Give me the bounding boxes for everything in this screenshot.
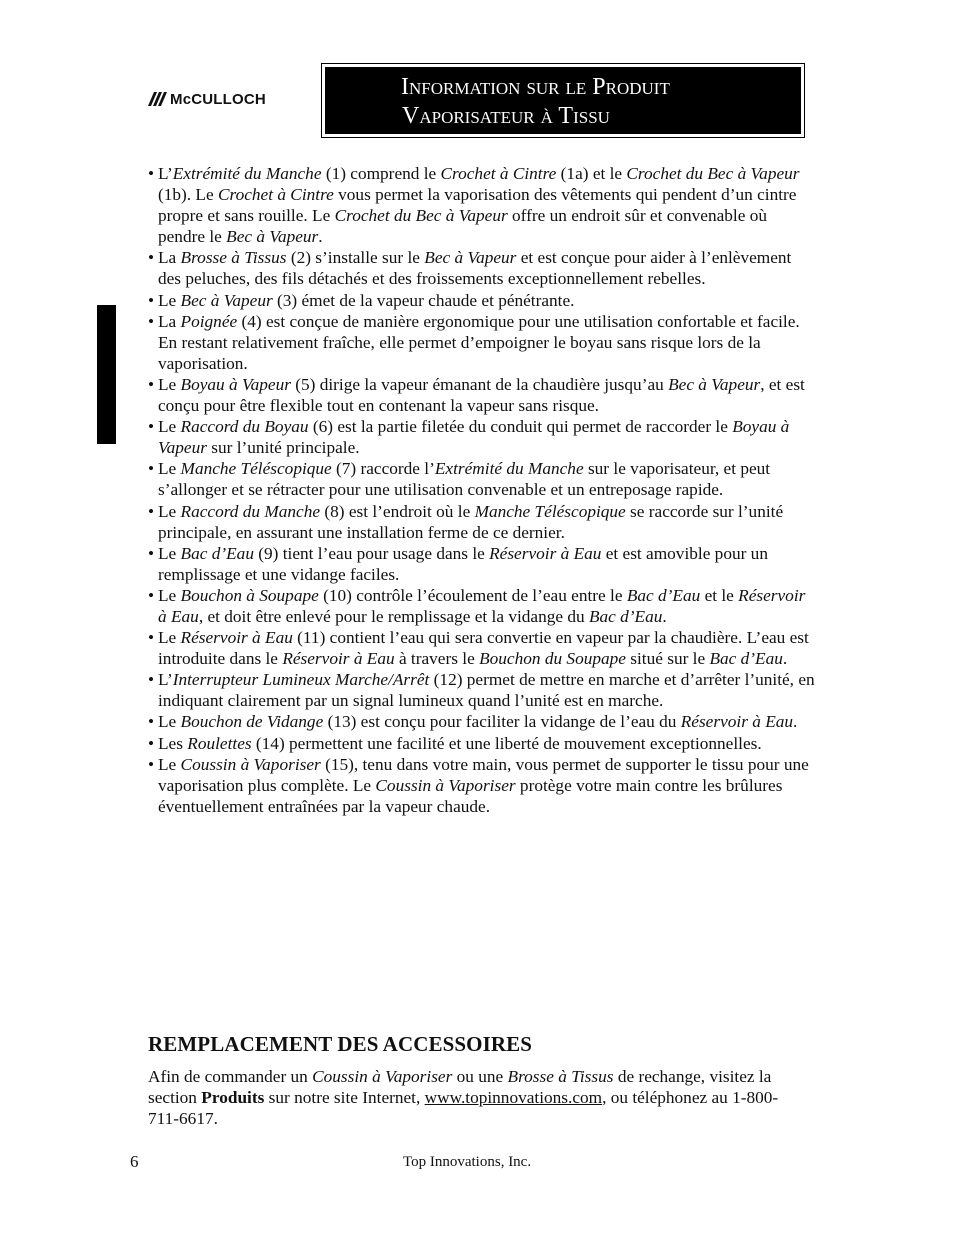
term-italic: Extrémité du Manche: [434, 459, 584, 479]
term-italic: Crochet à Cintre: [217, 185, 334, 205]
term-italic: Réservoir à Eau: [282, 649, 395, 669]
list-item: [148, 374, 818, 416]
term-italic: Crochet à Cintre: [440, 164, 557, 183]
text-segment: La: [158, 248, 181, 268]
term-italic: Bec à Vapeur: [668, 374, 761, 394]
list-item: [148, 163, 818, 247]
list-item: [148, 290, 818, 311]
header-title: [325, 67, 801, 134]
term-italic: Bouchon de Vidange: [180, 712, 324, 732]
term-italic: Bac d’Eau: [180, 543, 254, 563]
component-descriptions: [148, 163, 818, 817]
bullet-dot: •: [148, 164, 155, 183]
text-segment: Le: [158, 628, 181, 648]
text-segment: (14) permettent une facilité et une liberté de mouvement exceptionnelles.: [251, 733, 762, 753]
list-item: [148, 627, 818, 669]
replacement-paragraph: [148, 1066, 808, 1129]
term-italic: Bec à Vapeur: [424, 248, 517, 268]
term-italic: Coussin à Vaporiser: [375, 775, 516, 795]
section-side-tab: [97, 305, 116, 444]
list-item: [148, 669, 818, 711]
text-segment: et le: [700, 585, 739, 605]
text-segment: (2) s’installe sur le: [286, 248, 425, 268]
list-item: [148, 247, 818, 289]
term-italic: Crochet du Bec à Vapeur: [334, 206, 508, 226]
text-segment: Les: [158, 733, 188, 753]
term-italic: Interrupteur Lumineux Marche/Arrêt: [172, 670, 430, 690]
text-segment: (1a) et le: [556, 164, 627, 183]
list-item: [148, 543, 818, 585]
text-segment: vous permet la vaporisation des vêtements qui pendent d’un cintre propre et sans rouille. Le: [158, 185, 797, 226]
para-suffix: , ou téléphonez au 1-800-711-6617.: [148, 1088, 779, 1129]
text-segment: et est conçue pour aider à l’enlèvement des peluches, des fils détachés et des froissements exceptionnellement rebelles.: [158, 248, 792, 289]
text-segment: protège votre main contre les brûlures éventuellement entraînées par la vapeur chaude.: [158, 775, 783, 816]
bullet-dot: •: [148, 248, 155, 268]
list-item: [148, 585, 818, 627]
para-bold-produits: Produits: [201, 1088, 265, 1108]
term-italic: Réservoir à Eau: [158, 585, 806, 626]
term-italic: Bac d’Eau: [626, 585, 701, 605]
bullet-dot: •: [148, 459, 155, 479]
bullet-dot: •: [148, 290, 155, 310]
text-segment: Le: [158, 712, 181, 732]
bullet-dot: •: [148, 628, 155, 648]
text-segment: sur l’unité principale.: [206, 438, 360, 458]
term-italic: Manche Téléscopique: [180, 459, 332, 479]
text-segment: L’: [158, 670, 173, 690]
para-item-1: Coussin à Vaporiser: [312, 1067, 453, 1086]
text-segment: (6) est la partie filetée du conduit qui permet de raccorder le: [308, 417, 733, 437]
mcculloch-logo-icon: [148, 92, 168, 106]
text-segment: (10) contrôle l’écoulement de l’eau entre le: [318, 585, 627, 605]
logo-text: McCULLOCH: [170, 90, 266, 108]
list-item: [148, 311, 818, 374]
header-title-line-2: Vaporisateur à Tissu: [402, 103, 610, 129]
term-italic: Bac d’Eau: [709, 649, 783, 669]
text-segment: (1) comprend le: [321, 164, 441, 183]
term-italic: Raccord du Manche: [180, 501, 321, 521]
text-segment: .: [782, 649, 788, 669]
text-segment: Le: [158, 585, 181, 605]
term-italic: Réservoir à Eau: [680, 712, 794, 732]
text-segment: Le: [158, 501, 181, 521]
term-italic: Bec à Vapeur: [226, 227, 319, 247]
para-or: ou une: [452, 1067, 508, 1086]
para-prefix: Afin de commander un: [148, 1067, 313, 1086]
term-italic: Crochet du Bec à Vapeur: [626, 164, 800, 183]
para-mid: de rechange, visitez la section: [148, 1067, 772, 1108]
text-segment: (12) permet de mettre en marche et d’arrêter l’unité, en indiquant clairement par un signal lumineux quand l’unité est en marche.: [158, 670, 815, 711]
page-number: 6: [130, 1152, 139, 1171]
term-italic: Manche Téléscopique: [474, 501, 626, 521]
text-segment: à travers le: [394, 649, 480, 669]
text-segment: .: [318, 227, 323, 247]
term-italic: Coussin à Vaporiser: [180, 754, 321, 774]
term-italic: Boyau à Vapeur: [180, 374, 291, 394]
bullet-dot: •: [148, 417, 155, 437]
list-item: [148, 458, 818, 500]
header-title-line-1: Information sur le Produit: [401, 74, 670, 100]
text-segment: Le: [158, 543, 181, 563]
text-segment: et est amovible pour un remplissage et une vidange faciles.: [158, 543, 768, 584]
text-segment: offre un endroit sûr et convenable où pendre le: [158, 206, 767, 247]
term-italic: Raccord du Boyau: [180, 417, 309, 437]
bullet-dot: •: [148, 754, 155, 774]
component-bullet-list: [148, 163, 818, 817]
bullet-dot: •: [148, 712, 155, 732]
footer-company: Top Innovations, Inc.: [403, 1154, 532, 1170]
bullet-dot: •: [148, 501, 155, 521]
text-segment: se raccorde sur l’unité principale, en assurant une installation ferme de ce dernier.: [158, 501, 784, 542]
brand-logo: [148, 90, 266, 108]
text-segment: (5) dirige la vapeur émanant de la chaudière jusqu’au: [290, 374, 669, 394]
list-item: [148, 711, 818, 732]
term-italic: Bec à Vapeur: [180, 290, 273, 310]
list-item: [148, 501, 818, 543]
text-segment: (9) tient l’eau pour usage dans le: [253, 543, 490, 563]
list-item: [148, 754, 818, 817]
term-italic: Poignée: [180, 311, 238, 331]
bullet-dot: •: [148, 543, 155, 563]
text-segment: (8) est l’endroit où le: [320, 501, 475, 521]
para-item-2: Brosse à Tissus: [507, 1067, 614, 1086]
bullet-dot: •: [148, 733, 155, 753]
list-item: [148, 416, 818, 458]
text-segment: L’: [158, 164, 173, 183]
text-segment: , et doit être enlevé pour le remplissage et la vidange du: [198, 606, 589, 626]
term-italic: Réservoir à Eau: [489, 543, 602, 563]
bullet-dot: •: [148, 374, 155, 394]
text-segment: Le: [158, 290, 181, 310]
term-italic: Bouchon du Soupape: [479, 649, 626, 669]
text-segment: sur le vaporisateur, et peut s’allonger et se rétracter pour une utilisation convenable et un entreposage rapide.: [158, 459, 771, 500]
text-segment: La: [158, 311, 181, 331]
term-italic: Extrémité du Manche: [172, 164, 322, 183]
text-segment: (15), tenu dans votre main, vous permet de supporter le tissu pour une vaporisation plus complète. Le: [158, 754, 809, 795]
text-segment: (11) contient l’eau qui sera convertie en vapeur par la chaudière. L’eau est introduite dans le: [158, 628, 809, 669]
term-italic: Boyau à Vapeur: [158, 417, 790, 458]
text-segment: (4) est conçue de manière ergonomique pour une utilisation confortable et facile. En restant relativement fraîche, elle permet d’empoigner le boyau sans risque lors de la vaporisation.: [158, 311, 800, 373]
bullet-dot: •: [148, 670, 155, 690]
text-segment: Le: [158, 754, 181, 774]
term-italic: Bac d’Eau: [588, 606, 663, 626]
term-italic: Brosse à Tissus: [180, 248, 287, 268]
text-segment: (3) émet de la vapeur chaude et pénétrante.: [272, 290, 575, 310]
text-segment: , et est conçu pour être flexible tout en contenant la vapeur sans risque.: [158, 374, 805, 416]
text-segment: (13) est conçu pour faciliter la vidange de l’eau du: [323, 712, 681, 732]
text-segment: (7) raccorde l’: [331, 459, 435, 479]
section-heading: REMPLACEMENT DES ACCESSOIRES: [148, 1032, 532, 1056]
list-item: [148, 733, 818, 754]
text-segment: (1b). Le: [158, 185, 218, 205]
text-segment: Le: [158, 459, 181, 479]
term-italic: Roulettes: [187, 733, 252, 753]
para-mid-2: sur notre site Internet,: [264, 1088, 425, 1108]
text-segment: Le: [158, 374, 181, 394]
bullet-dot: •: [148, 311, 155, 331]
header-title-box: [321, 63, 805, 138]
text-segment: Le: [158, 417, 181, 437]
text-segment: situé sur le: [625, 649, 710, 669]
bullet-dot: •: [148, 585, 155, 605]
website-link[interactable]: www.topinnovations.com: [424, 1088, 603, 1108]
term-italic: Bouchon à Soupape: [180, 585, 319, 605]
term-italic: Réservoir à Eau: [180, 628, 293, 648]
text-segment: .: [793, 712, 798, 732]
text-segment: .: [662, 606, 667, 626]
